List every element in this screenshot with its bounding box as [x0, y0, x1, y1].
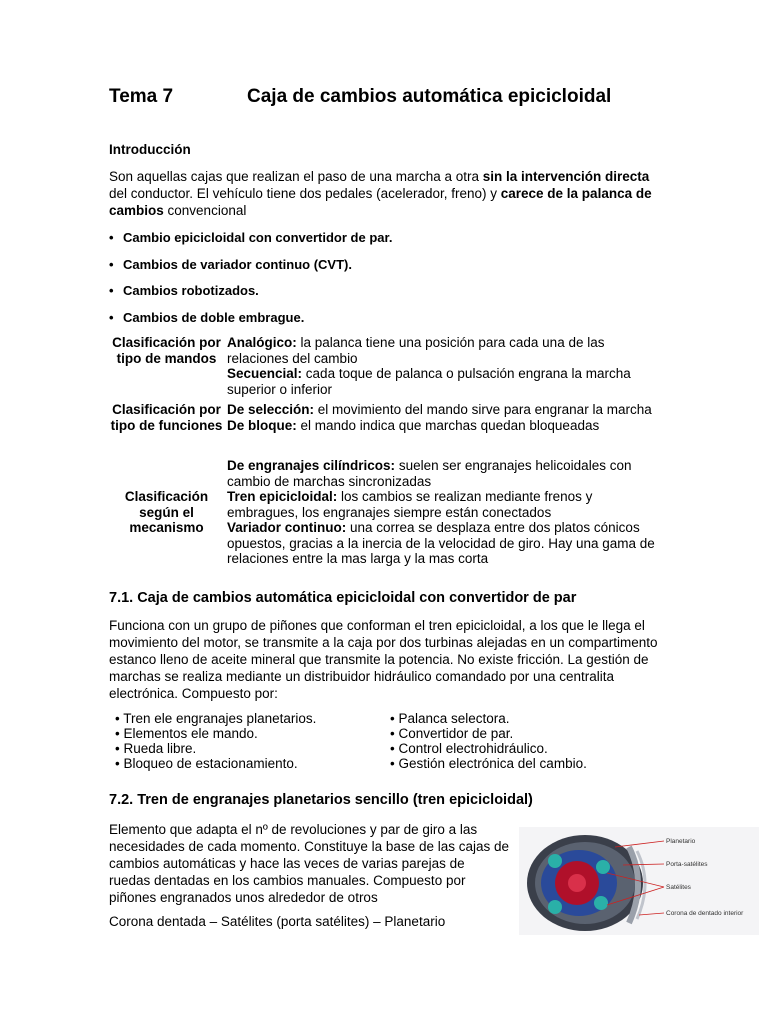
intro-text: convencional: [163, 203, 247, 218]
intro-paragraph: [109, 168, 661, 219]
list-item: • Cambios robotizados.: [109, 283, 669, 310]
classification-description: [227, 335, 657, 397]
classification-label: Clasificación según el mecanismo: [124, 489, 209, 535]
list-item: • Palanca selectora.: [390, 711, 510, 726]
list-item-text: Cambios robotizados.: [123, 283, 259, 298]
figure-label: Planetario: [666, 838, 696, 845]
list-item-text: Control electrohidráulico.: [398, 741, 548, 756]
list-item: • Rueda libre.: [115, 741, 197, 756]
list-item-text: Convertidor de par.: [398, 726, 514, 741]
planet-gear-shape: [548, 900, 562, 914]
list-item-text: Elementos ele mando.: [123, 726, 258, 741]
section-72-components: Corona dentada – Satélites (porta satélites) – Planetario: [109, 914, 446, 929]
component-column-2: [390, 711, 587, 771]
list-item-text: Palanca selectora.: [398, 711, 510, 726]
intro-bullet-list: [109, 230, 669, 336]
classification-label: Clasificación por tipo de funciones: [110, 402, 223, 433]
term-text: una correa se desplaza entre dos platos cónicos opuestos, gracias a la inercia de la velocidad de giro. Hay una gama de relaciones entre la mas larga y la mas corta: [227, 520, 655, 566]
term-text: los cambios se realizan mediante frenos y embragues, los engranajes siempre están conectados: [227, 489, 593, 520]
list-item-text: Gestión electrónica del cambio.: [398, 756, 587, 771]
intro-heading: Introducción: [109, 142, 191, 157]
list-item: • Convertidor de par.: [390, 726, 514, 741]
component-column-1: [115, 711, 316, 771]
intro-bold: carece de la palanca de cambios: [109, 186, 652, 218]
list-item-text: Cambios de variador continuo (CVT).: [123, 256, 352, 272]
classification-label: Clasificación por tipo de mandos: [112, 335, 221, 366]
planetary-gear-figure: [519, 827, 759, 935]
term: Tren epicicloidal:: [227, 489, 338, 504]
term-text: el movimiento del mando sirve para engranar la marcha: [314, 402, 652, 417]
list-item: • Control electrohidráulico.: [390, 741, 548, 756]
list-item: • Cambios de doble embrague.: [109, 310, 669, 337]
list-item: • Bloqueo de estacionamiento.: [115, 756, 298, 771]
planet-gear-shape: [596, 860, 610, 874]
term-text: suelen ser engranajes helicoidales con cambio de marchas sincronizadas: [227, 458, 632, 489]
intro-text: del conductor. El vehículo tiene dos pedales (acelerador, freno) y: [109, 186, 501, 201]
section-71-paragraph: Funciona con un grupo de piñones que conforman el tren epicicloidal, a los que le llega el movimiento del motor, se transmite a la caja por dos turbinas alejadas en un compartimento estanco lleno de aceite mineral que transmite la potencia. No existe fricción. La gestión de marchas se realiza mediante un distribuidor hidráulico comandado por una centralita electrónica. Compuesto por:: [109, 618, 658, 701]
list-item-text: Tren ele engranajes planetarios.: [123, 711, 317, 726]
term: Secuencial:: [227, 366, 303, 381]
classification-mecanismo: [109, 458, 669, 568]
planet-gear-shape: [594, 896, 608, 910]
term: Variador continuo:: [227, 520, 347, 535]
intro-text: Son aquellas cajas que realizan el paso de una marcha a otra: [109, 169, 483, 184]
term-text: el mando indica que marchas quedan bloqueadas: [296, 417, 600, 433]
term: De bloque:: [227, 417, 297, 433]
list-item-text: Rueda libre.: [123, 741, 197, 756]
classification-description: [227, 402, 657, 433]
term: De selección:: [227, 402, 315, 417]
term: Analógico:: [227, 335, 297, 350]
section-72-paragraph: Elemento que adapta el nº de revoluciones y par de giro a las necesidades de cada momento. Constituye la base de las cajas de cambios automáticas y hace las veces de varias parejas de ruedas dentadas en los cambios manuales. Compuesto por piñones engranados unos alrededor de otros: [109, 822, 509, 905]
list-item: • Cambios de variador continuo (CVT).: [109, 257, 669, 284]
tema-number: Tema 7: [109, 86, 174, 107]
section-71-heading: 7.1. Caja de cambios automática epicicloidal con convertidor de par: [109, 590, 577, 606]
classification-description: [227, 458, 657, 567]
intro-bold: sin la intervención directa: [482, 169, 650, 184]
term: De engranajes cilíndricos:: [227, 458, 396, 473]
list-item: • Tren ele engranajes planetarios.: [115, 711, 317, 726]
section-72-heading: 7.2. Tren de engranajes planetarios sencillo (tren epicicloidal): [109, 792, 533, 808]
classification-mandos: [109, 335, 669, 399]
list-item-text: Cambios de doble embrague.: [123, 309, 305, 325]
list-item: • Elementos ele mando.: [115, 726, 258, 741]
figure-label: Corona de dentado interior: [666, 910, 744, 917]
list-item-text: Cambio epicicloidal con convertidor de par.: [123, 230, 393, 245]
list-item: • Cambio epicicloidal con convertidor de par.: [109, 230, 669, 257]
planet-gear-shape: [548, 854, 562, 868]
list-item-text: Bloqueo de estacionamiento.: [123, 756, 298, 771]
figure-label: Satélites: [666, 884, 691, 891]
classification-funciones: [109, 402, 669, 452]
term-text: cada toque de palanca o pulsación engrana la marcha superior o inferior: [227, 366, 631, 397]
term-text: la palanca tiene una posición para cada una de las relaciones del cambio: [227, 335, 605, 366]
tema-title: Caja de cambios automática epicicloidal: [247, 86, 612, 107]
list-item: • Gestión electrónica del cambio.: [390, 756, 587, 771]
figure-label: Porta-satélites: [666, 861, 708, 868]
sun-gear-hub: [568, 874, 586, 892]
